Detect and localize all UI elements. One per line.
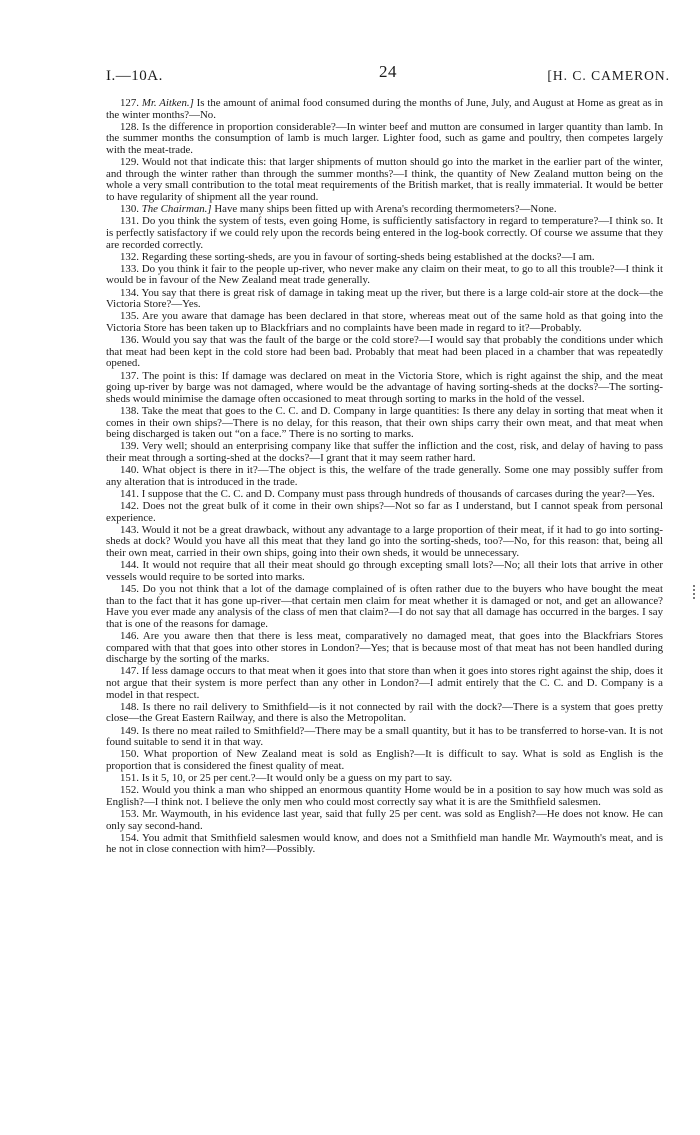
- question-answer-paragraph: [106, 204, 663, 216]
- speaker-label: Mr. Aitken.]: [141, 97, 194, 109]
- paragraph-text: The point is this: If damage was declared on meat in the Victoria Store, which is right against the ship, and the meat going up-river by barge was not damaged, where would be the advantage of having sorting-sheds at the docks?—The sorting-sheds would minimise the damage often occasioned to meat through sorting to marks in the hold of the vessel.: [106, 369, 663, 405]
- witness-name: [H. C. CAMERON.: [547, 68, 670, 83]
- paragraph-text: You say that there is great risk of damage in taking meat up the river, but there is a large cold-air store at the dock—the Victoria Store?—Yes.: [106, 286, 664, 311]
- question-answer-paragraph: [106, 749, 663, 772]
- question-number: 145.: [120, 583, 139, 596]
- paragraph-text: Is there no meat railed to Smithfield?—There may be a small quantity, but it has to be transferred to horse-van. It is not found suitable to send it in that way.: [106, 724, 663, 749]
- question-answer-paragraph: [106, 311, 663, 334]
- question-number: 139.: [120, 440, 139, 453]
- paragraph-text: Regarding these sorting-sheds, are you in favour of sorting-sheds being established at the docks?—I am.: [141, 250, 595, 263]
- question-number: 143.: [120, 523, 139, 536]
- question-answer-paragraph: [106, 785, 663, 808]
- paragraph-text: Do you think the system of tests, even going Home, is sufficiently satisfactory in regard to temperature?—I think so. It is perfectly satisfactory if we could rely upon the records being entered in the log-book correctly. Of course we assume that they are recorded correctly.: [106, 215, 663, 251]
- question-number: 128.: [120, 120, 139, 133]
- paragraph-text: Is the amount of animal food consumed during the months of June, July, and August at Home as great as in the winter months?—No.: [106, 97, 664, 121]
- paragraph-text: Would you think a man who shipped an enormous quantity Home would be in a position to say how much was sold as English?—I think not. I believe the only men who could most correctly say what it is are the Smithfield salesmen.: [106, 784, 663, 808]
- question-answer-paragraph: [106, 833, 663, 856]
- paragraph-text: Do you not think that a lot of the damage complained of is often rather due to the buyers who have bought the meat than to the fact that it has gone up-river—that certain men claim for meat whether it is damaged or not, and get an allowance? Have you ever made any analysis of the class of men that claim?—I do not say that all damage has occurred in the barges. I say that is one of the reasons for damage.: [106, 583, 663, 630]
- paragraph-text: You admit that Smithfield salesmen would know, and does not a Smithfield man handle Mr. Waymouth's meat, and is he not in close connection with him?—Possibly.: [106, 831, 663, 856]
- question-answer-paragraph: [106, 157, 663, 203]
- question-answer-paragraph: [106, 406, 663, 441]
- question-answer-paragraph: [106, 216, 663, 251]
- paragraph-text: If less damage occurs to that meat when it goes into that store than when it goes into stores right against the ship, does it not argue that their system is more perfect than any other in London?—I admit entirely that the C. C. and D. Company is a model in that respect.: [106, 665, 663, 701]
- paragraph-text: What object is there in it?—The object is this, the welfare of the trade generally. Some one may possibly suffer from any alteration that is introduced in the trade.: [106, 464, 663, 488]
- question-number: 154.: [120, 831, 139, 844]
- paragraph-text: What proportion of New Zealand meat is sold as English?—It is difficult to say. What is sold as English is the proportion that is considered the finest quality of meat.: [106, 748, 664, 772]
- question-number: 152.: [120, 784, 139, 797]
- question-answer-paragraph: [106, 631, 663, 666]
- paragraph-text: Are you aware then that there is less meat, comparatively no damaged meat, that goes into the Blackfriars Stores compared with that that goes into other stores in London?—Yes; that is because most of that meat has not been handled during discharge by the sorting of the marks.: [106, 630, 663, 666]
- question-number: 138.: [120, 404, 139, 417]
- question-answer-paragraph: [106, 560, 663, 583]
- question-answer-paragraph: [106, 371, 663, 406]
- paragraph-text: Would you say that was the fault of the barge or the cold store?—I would say that probably the conditions under which that meat had been kept in the cold store had been bad. Probably that meat had been placed in a chamber that was repeatedly opened.: [106, 334, 663, 370]
- question-answer-paragraph: [106, 335, 663, 370]
- paragraph-text: Take the meat that goes to the C. C. and D. Company in large quantities: Is there any delay in sorting that meat when it comes in their own ships?—There is no delay, for this reason, that their own ships carry their own meat, and that meat when being discharged is taken out “on a face.” There is no sorting to marks.: [106, 404, 663, 441]
- question-answer-paragraph: [106, 501, 663, 524]
- paragraph-text: Very well; should an enterprising company like that suffer the infliction and the cost, risk, and delay of having to pass their meat through a sorting-shed at the docks?—I grant that it may seem rather hard.: [106, 440, 664, 464]
- paragraph-text: Is there no rail delivery to Smithfield—is it not connected by rail with the dock?—There is a system that goes pretty close—the Great Eastern Railway, and there is also the Metropolitan.: [106, 700, 663, 725]
- paragraph-text: Is it 5, 10, or 25 per cent.?—It would only be a guess on my part to say.: [141, 772, 453, 785]
- page-number: 24: [379, 62, 397, 81]
- question-answer-paragraph: [106, 441, 663, 464]
- paragraph-text: Are you aware that damage has been declared in that store, whereas meat out of the same hold as that going into the Victoria Store has been taken up to Blackfriars and no complaints have been made in regard to it?—Probably.: [106, 310, 663, 335]
- margin-mark: [693, 585, 698, 599]
- question-number: 148.: [120, 700, 139, 713]
- question-answer-paragraph: [106, 702, 663, 725]
- question-number: 141.: [120, 487, 139, 500]
- question-number: 142.: [120, 500, 139, 513]
- question-number: 136.: [120, 334, 139, 347]
- question-number: 137.: [120, 369, 139, 382]
- paragraph-text: Would it not be a great drawback, without any advantage to a large proportion of their meat, if it had to go into sorting-sheds at dock? Would you have all this meat that they land go into the sorting-sheds, too?—No, for this reason: that, being all their own meat, carried in their own ships, going into their own sheds, it would be unnecessary.: [106, 523, 664, 560]
- question-number: 127.: [120, 97, 139, 109]
- question-number: 131.: [120, 215, 139, 228]
- question-answer-paragraph: [106, 525, 663, 560]
- paragraph-text: Have many ships been fitted up with Arena's recording thermometers?—None.: [214, 203, 557, 216]
- paragraph-text: Is the difference in proportion considerable?—In winter beef and mutton are consumed in larger quantity than lamb. In the summer months the consumption of lamb is much larger. Lighter food, such as game and poultry, then competes largely with the meat-trade.: [106, 120, 663, 156]
- question-number: 153.: [120, 808, 139, 821]
- question-number: 146.: [120, 630, 139, 642]
- question-answer-paragraph: [106, 98, 663, 121]
- question-number: 132.: [120, 250, 139, 263]
- parliamentary-paper-reference: I.—10A.: [106, 68, 163, 84]
- question-answer-paragraph: [106, 252, 663, 264]
- question-answer-paragraph: [106, 489, 663, 501]
- question-answer-paragraph: [106, 773, 663, 785]
- question-number: 150.: [120, 748, 139, 761]
- question-number: 134.: [120, 286, 139, 299]
- question-number: 135.: [120, 310, 139, 323]
- question-number: 133.: [120, 262, 139, 275]
- question-number: 129.: [120, 156, 139, 169]
- question-answer-paragraph: [106, 122, 663, 157]
- paragraph-text: It would not require that all their meat should go through excepting small lots?—No; all their lots that arrive in other vessels would require to be sorted into marks.: [106, 559, 663, 583]
- question-number: 130.: [120, 203, 139, 216]
- question-answer-paragraph: [106, 465, 663, 488]
- paragraph-text: Do you think it fair to the people up-river, who never make any claim on their meat, to go to all this trouble?—I think it would be in favour of the New Zealand meat trade generally.: [106, 262, 664, 287]
- question-answer-paragraph: [106, 726, 663, 749]
- paragraph-text: I suppose that the C. C. and D. Company must pass through hundreds of thousands of carcases during the year?—Yes.: [141, 487, 655, 500]
- evidence-text: [106, 98, 663, 857]
- paragraph-text: Does not the great bulk of it come in their own ships?—Not so far as I understand, but I cannot speak from personal experience.: [106, 500, 663, 524]
- question-answer-paragraph: [106, 666, 663, 701]
- page-header: [106, 62, 670, 90]
- question-answer-paragraph: [106, 584, 663, 630]
- question-answer-paragraph: [106, 288, 663, 311]
- question-number: 144.: [120, 559, 139, 572]
- question-number: 140.: [120, 464, 139, 477]
- question-number: 149.: [120, 724, 139, 737]
- question-number: 147.: [120, 665, 139, 678]
- question-answer-paragraph: [106, 809, 663, 832]
- speaker-label: The Chairman.]: [141, 203, 212, 216]
- question-number: 151.: [120, 772, 139, 785]
- paragraph-text: Mr. Waymouth, in his evidence last year, said that fully 25 per cent. was sold as English?—He does not know. He can only say second-hand.: [106, 808, 664, 832]
- paragraph-text: Would not that indicate this: that larger shipments of mutton should go into the market in the earlier part of the winter, and through the winter rather than through the summer months?—I think, the quantity of New Zealand mutton being on the whole a very small contribution to the total meat requirements of the British market, that is really immaterial. It would be better to have regularity of shipment all the year round.: [106, 156, 664, 203]
- question-answer-paragraph: [106, 264, 663, 287]
